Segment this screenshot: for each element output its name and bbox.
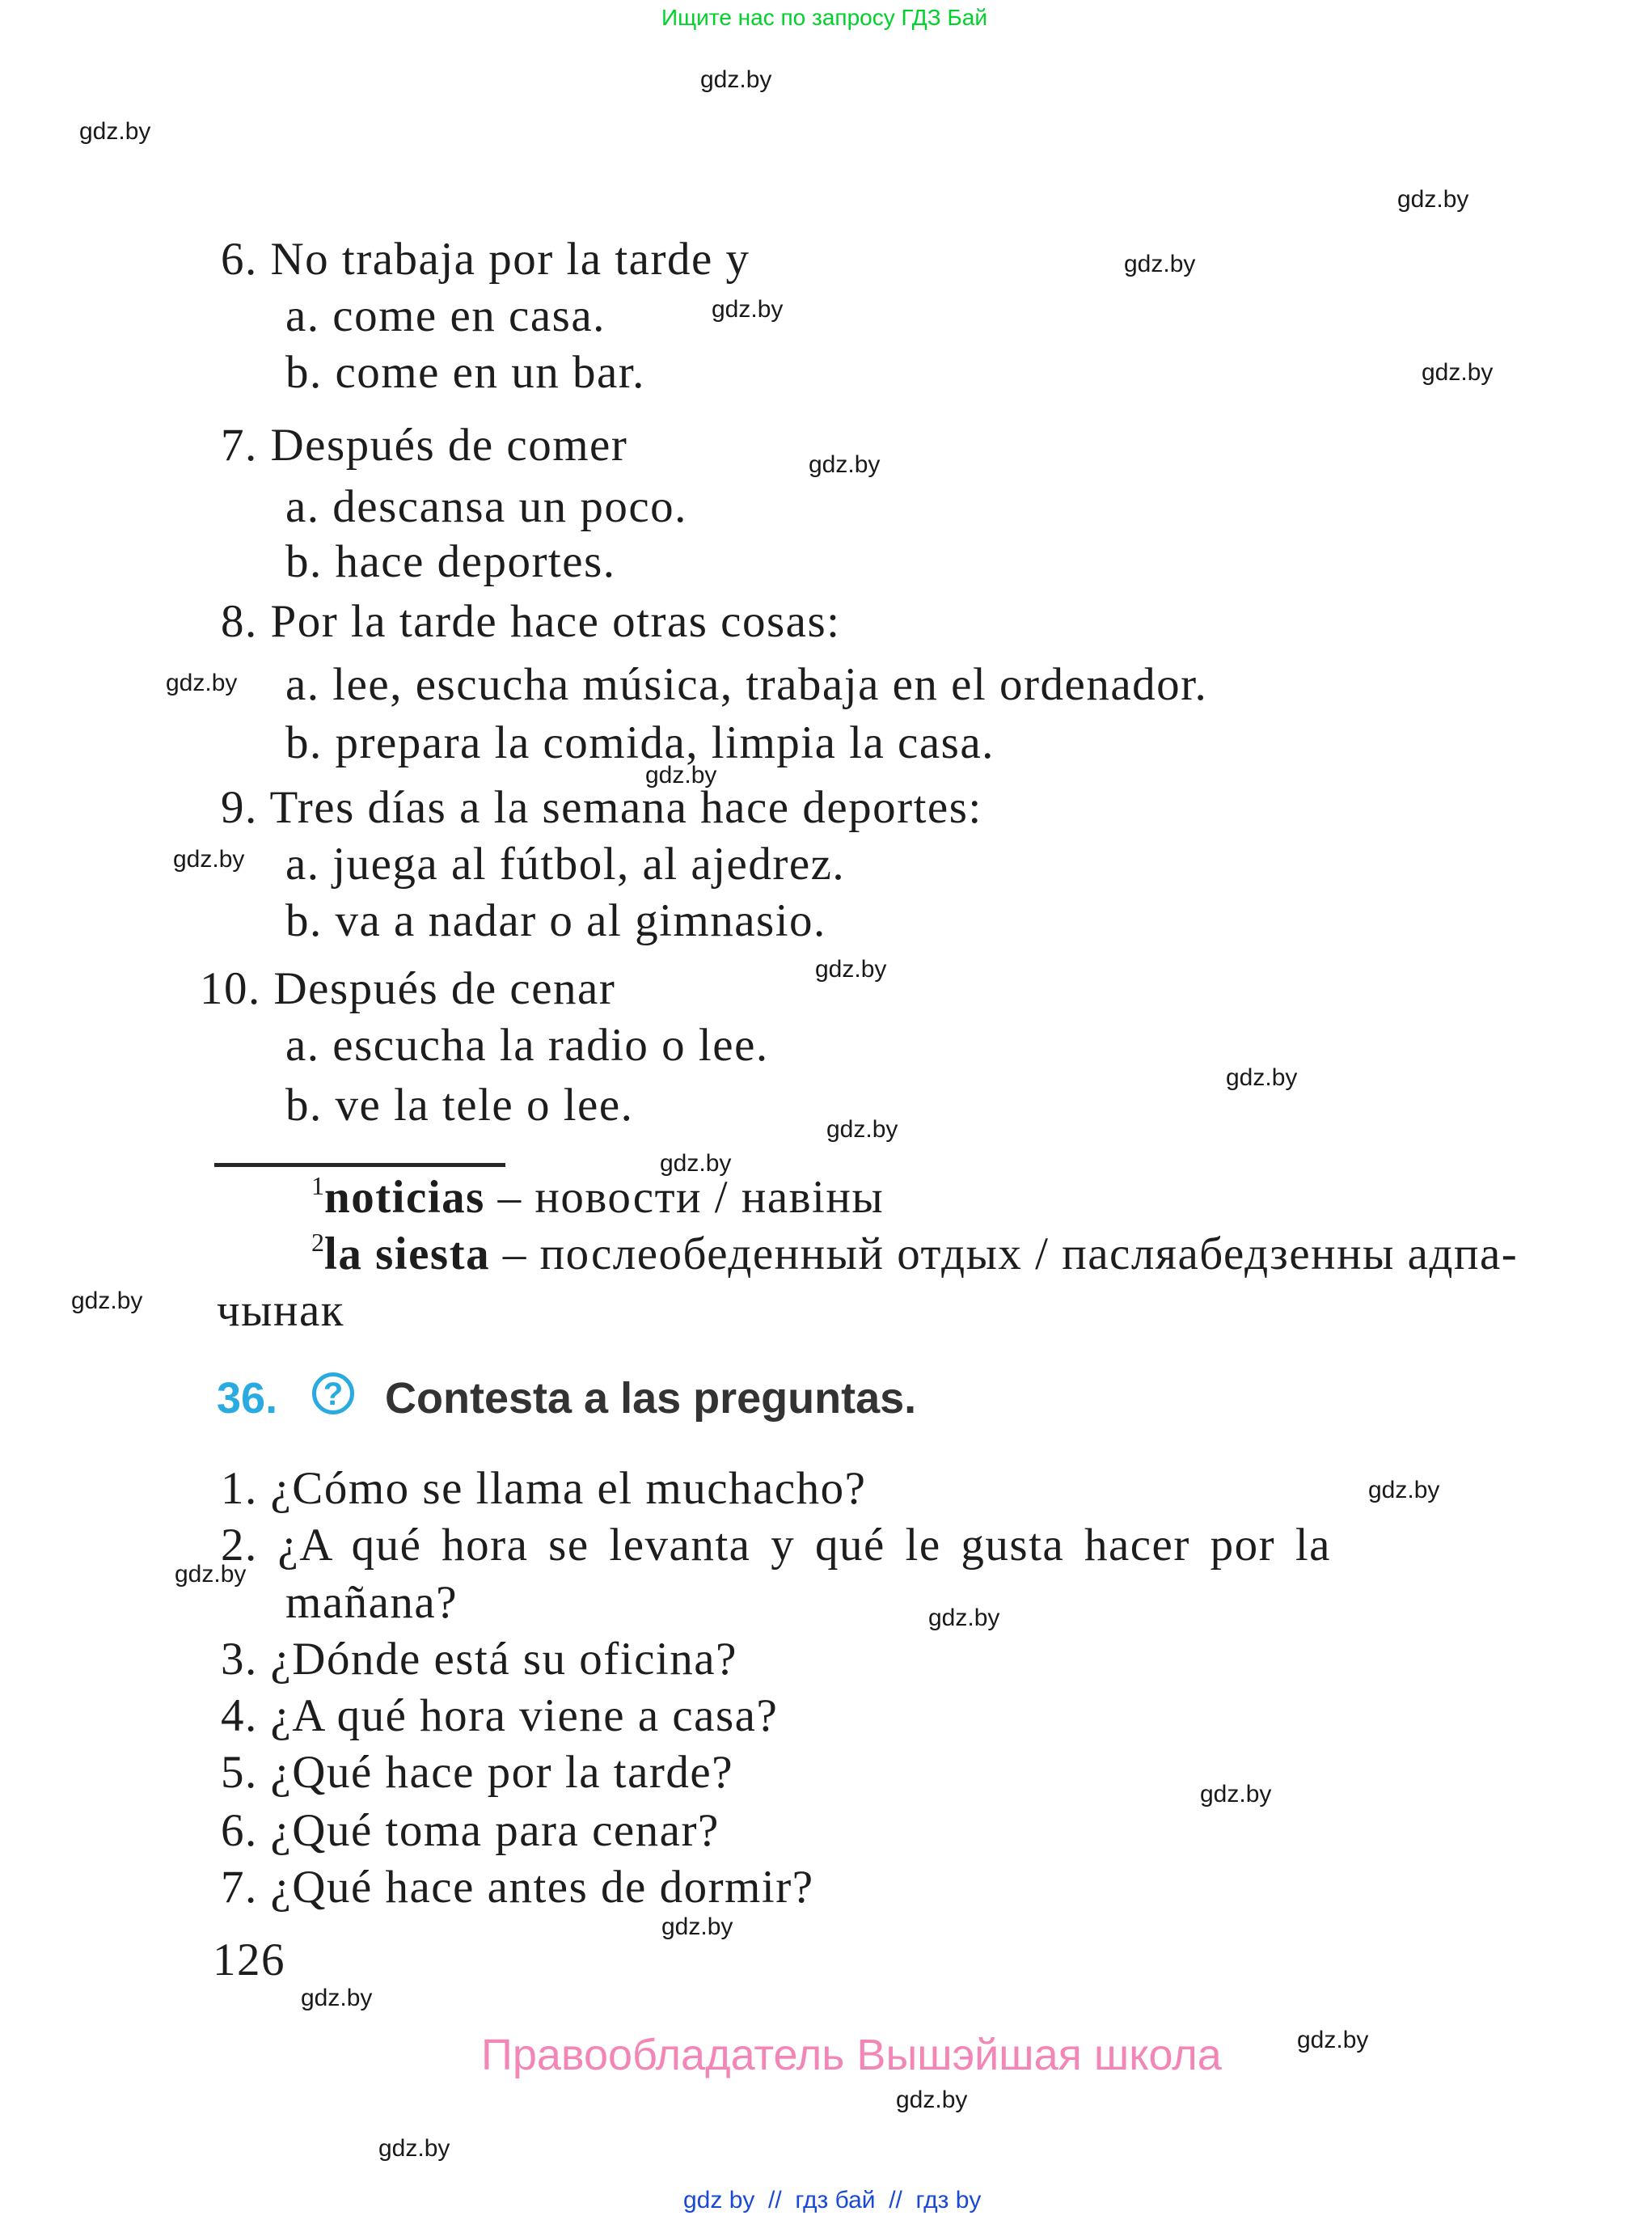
footnote-noticias bbox=[311, 1171, 885, 1223]
quiz-item-9-a: a. juega al fútbol, al ajedrez. bbox=[285, 839, 846, 890]
promo-banner: Ищите нас по запросу ГДЗ Бай bbox=[661, 5, 988, 30]
gdz-watermark: gdz.by bbox=[166, 670, 238, 696]
quiz-item-10-a: a. escucha la radio o lee. bbox=[285, 1020, 769, 1071]
question-3: 3. ¿Dónde está su oficina? bbox=[221, 1634, 737, 1685]
gdz-watermark: gdz.by bbox=[173, 846, 245, 873]
quiz-item-7: 7. Después de comer bbox=[221, 420, 628, 471]
gdz-watermark: gdz.by bbox=[928, 1605, 1000, 1631]
quiz-item-10-b: b. ve la tele o lee. bbox=[285, 1080, 634, 1131]
gdz-watermark: gdz.by bbox=[896, 2087, 968, 2113]
gdz-watermark: gdz.by bbox=[79, 118, 151, 145]
footnote-marker: 1 bbox=[311, 1171, 324, 1200]
quiz-item-9: 9. Tres días a la semana hace deportes: bbox=[221, 782, 982, 833]
footnote-marker: 2 bbox=[311, 1228, 324, 1257]
question-5: 5. ¿Qué hace por la tarde? bbox=[221, 1747, 733, 1798]
question-2: 2. ¿A qué hora se levanta y qué le gusta hacer por la bbox=[221, 1520, 1331, 1571]
quiz-item-8-a: a. lee, escucha música, trabaja en el ordenador. bbox=[285, 659, 1208, 710]
gdz-watermark: gdz.by bbox=[712, 296, 784, 323]
question-7: 7. ¿Qué hace antes de dormir? bbox=[221, 1862, 814, 1913]
gdz-watermark: gdz.by bbox=[1397, 186, 1469, 213]
quiz-item-9-b: b. va a nadar o al gimnasio. bbox=[285, 895, 826, 946]
gdz-watermark: gdz.by bbox=[1368, 1477, 1440, 1503]
quiz-item-6-b: b. come en un bar. bbox=[285, 347, 645, 398]
gdz-watermark: gdz.by bbox=[660, 1150, 732, 1177]
gdz-watermark: gdz.by bbox=[378, 2135, 450, 2162]
quiz-item-6: 6. No trabaja por la tarde y bbox=[221, 234, 750, 285]
question-4: 4. ¿A qué hora viene a casa? bbox=[221, 1690, 779, 1741]
gdz-watermark: gdz.by bbox=[700, 66, 772, 93]
gdz-watermark: gdz.by bbox=[1226, 1064, 1298, 1091]
gdz-watermark: gdz.by bbox=[809, 451, 881, 478]
gdz-watermark: gdz.by bbox=[1422, 359, 1494, 386]
gdz-watermark: gdz.by bbox=[1200, 1781, 1272, 1808]
gdz-watermark: gdz.by bbox=[301, 1985, 373, 2011]
quiz-item-10: 10. Después de cenar bbox=[200, 963, 616, 1014]
exercise-title: Contesta a las preguntas. bbox=[385, 1374, 917, 1423]
gdz-watermark: gdz.by bbox=[175, 1561, 247, 1588]
question-6: 6. ¿Qué toma para cenar? bbox=[221, 1805, 720, 1856]
gdz-watermark: gdz.by bbox=[645, 762, 717, 789]
footnote-translation: – новости / навіны bbox=[484, 1172, 885, 1223]
footnote-la-siesta bbox=[311, 1228, 1519, 1279]
page-number: 126 bbox=[213, 1934, 285, 1985]
copyright-notice: Правообладатель Вышэйшая школа bbox=[481, 2031, 1222, 2079]
footnote-translation: – послеобеденный отдых / пасляабедзенны адпа- bbox=[490, 1228, 1519, 1279]
footnote-term: noticias bbox=[324, 1172, 485, 1223]
quiz-item-6-a: a. come en casa. bbox=[285, 290, 606, 341]
footnote-la-siesta-continuation: чынак bbox=[217, 1285, 344, 1336]
quiz-item-8-b: b. prepara la comida, limpia la casa. bbox=[285, 717, 995, 768]
gdz-watermark: gdz.by bbox=[815, 956, 887, 983]
gdz-watermark: gdz.by bbox=[1124, 251, 1196, 277]
gdz-watermark: gdz.by bbox=[661, 1913, 733, 1940]
gdz-watermark: gdz.by bbox=[826, 1116, 898, 1143]
quiz-item-7-a: a. descansa un poco. bbox=[285, 481, 687, 532]
quiz-item-7-b: b. hace deportes. bbox=[285, 536, 616, 587]
footer-links[interactable]: gdz by // гдз бай // гдз by bbox=[683, 2187, 982, 2213]
question-2-continuation: mañana? bbox=[285, 1577, 458, 1628]
gdz-watermark: gdz.by bbox=[1297, 2027, 1369, 2053]
quiz-item-8: 8. Por la tarde hace otras cosas: bbox=[221, 596, 841, 647]
footnote-divider bbox=[214, 1163, 505, 1167]
footnote-term: la siesta bbox=[324, 1228, 491, 1279]
exercise-number: 36. bbox=[217, 1374, 278, 1423]
question-1: 1. ¿Cómo se llama el muchacho? bbox=[221, 1463, 867, 1514]
gdz-watermark: gdz.by bbox=[71, 1287, 143, 1314]
question-mark-icon: ? bbox=[312, 1372, 354, 1414]
